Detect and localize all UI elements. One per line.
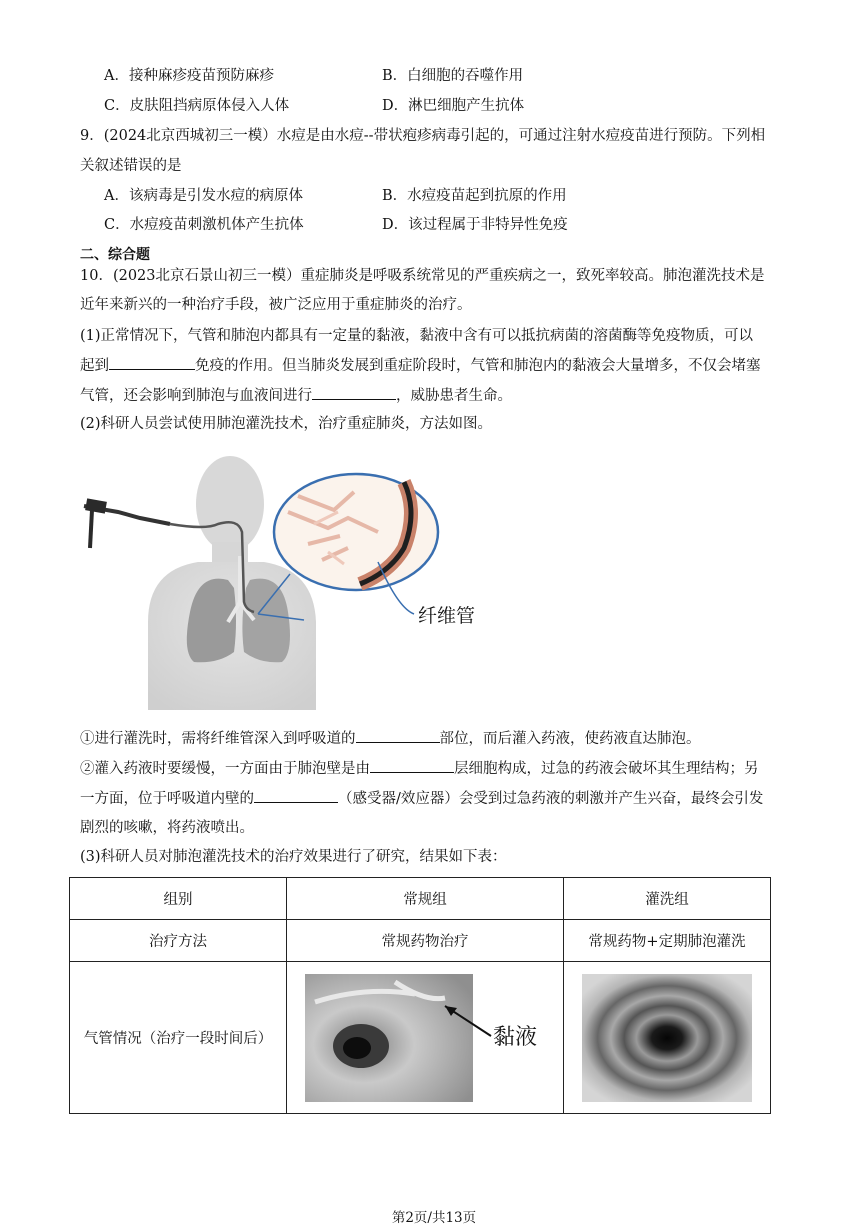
q10-sub2-line2 [80, 788, 763, 809]
q10-stem-line1: 10．(2023北京石景山初三一模）重症肺炎是呼吸系统常见的严重疾病之一，致死率较高。肺泡灌洗技术是 [80, 268, 765, 284]
q10-sub2-line3: 剧烈的咳嗽，将药液喷出。 [80, 820, 254, 836]
table-cell-conventional-method: 常规药物治疗 [287, 920, 564, 962]
answer-blank-5[interactable] [254, 788, 338, 803]
q10-part1-text: 免疫的作用。但当肺炎发展到重症阶段时，气管和肺泡内的黏液会大量增多，不仅会堵塞 [195, 358, 761, 374]
fiber-tube-label: 纤维管 [418, 605, 476, 627]
q10-sub2-line1 [80, 758, 759, 779]
answer-blank-1[interactable] [109, 355, 195, 370]
table-cell-lavage-method: 常规药物+定期肺泡灌洗 [564, 920, 771, 962]
q10-part2-intro: (2)科研人员尝试使用肺泡灌洗技术，治疗重症肺炎，方法如图。 [80, 416, 493, 432]
conventional-airway-image [295, 972, 555, 1104]
q10-sub2-text: 一方面，位于呼吸道内壁的 [80, 791, 254, 807]
q9-option-c: C．水痘疫苗刺激机体产生抗体 [104, 217, 304, 233]
q10-sub1 [80, 728, 701, 749]
q9-option-b: B．水痘疫苗起到抗原的作用 [382, 188, 567, 204]
q10-sub2-text: ②灌入药液时要缓慢，一方面由于肺泡壁是由 [80, 761, 370, 777]
q10-part1-text: 气管，还会影响到肺泡与血液间进行 [80, 388, 312, 404]
table-row [70, 920, 771, 962]
zoom-bubble [274, 474, 438, 590]
q10-part1-line2 [80, 355, 761, 376]
table-cell-airway-label: 气管情况（治疗一段时间后） [70, 962, 287, 1114]
table-header-lavage: 灌洗组 [564, 878, 771, 920]
table-header-conventional: 常规组 [287, 878, 564, 920]
table-row [70, 878, 771, 920]
section-heading: 二、综合题 [80, 247, 150, 263]
q10-part3-intro: (3)科研人员对肺泡灌洗技术的治疗效果进行了研究，结果如下表： [80, 849, 507, 865]
q10-sub1-text: 部位，而后灌入药液，使药液直达肺泡。 [439, 731, 701, 747]
q8-option-d: D．淋巴细胞产生抗体 [382, 98, 525, 114]
table-cell-lavage-image [564, 962, 771, 1114]
lavage-figure [78, 452, 518, 710]
q10-part1-text: ，威胁患者生命。 [396, 388, 512, 404]
q10-stem-line2: 近年来新兴的一种治疗手段，被广泛应用于重症肺炎的治疗。 [80, 297, 472, 313]
q9-stem-line1: 9．(2024北京西城初三一模）水痘是由水痘--带状疱疹病毒引起的，可通过注射水痘疫苗进行预防。下列相 [80, 128, 766, 144]
table-header-group: 组别 [70, 878, 287, 920]
mucus-label: 黏液 [493, 1024, 538, 1050]
q8-option-a: A．接种麻疹疫苗预防麻疹 [104, 68, 274, 84]
q9-option-a: A．该病毒是引发水痘的病原体 [104, 188, 303, 204]
answer-blank-2[interactable] [312, 385, 396, 400]
q10-part1-line3 [80, 385, 512, 406]
q10-sub1-text: ①进行灌洗时，需将纤维管深入到呼吸道的 [80, 731, 356, 747]
table-row [70, 962, 771, 1114]
q8-option-b: B．白细胞的吞噬作用 [382, 68, 524, 84]
q9-stem-line2: 关叙述错误的是 [80, 158, 182, 174]
results-table [69, 877, 771, 1114]
q9-option-d: D．该过程属于非特异性免疫 [382, 217, 568, 233]
q8-option-c: C．皮肤阻挡病原体侵入人体 [104, 98, 290, 114]
lavage-airway-image [582, 972, 752, 1104]
q10-sub2-text: （感受器/效应器）会受到过急药液的刺激并产生兴奋，最终会引发 [338, 791, 764, 807]
answer-blank-4[interactable] [370, 758, 454, 773]
table-cell-conventional-image [287, 962, 564, 1114]
q10-part1-line1: (1)正常情况下，气管和肺泡内都具有一定量的黏液，黏液中含有可以抵抗病菌的溶菌酶等免疫物质，可以 [80, 328, 754, 344]
body-silhouette [148, 456, 316, 710]
q10-part1-text: 起到 [80, 358, 109, 374]
table-cell-method-label: 治疗方法 [70, 920, 287, 962]
q10-sub2-text: 层细胞构成，过急的药液会破坏其生理结构；另 [454, 761, 759, 777]
answer-blank-3[interactable] [356, 728, 440, 743]
page-footer: 第2页/共13页 [391, 1210, 477, 1226]
